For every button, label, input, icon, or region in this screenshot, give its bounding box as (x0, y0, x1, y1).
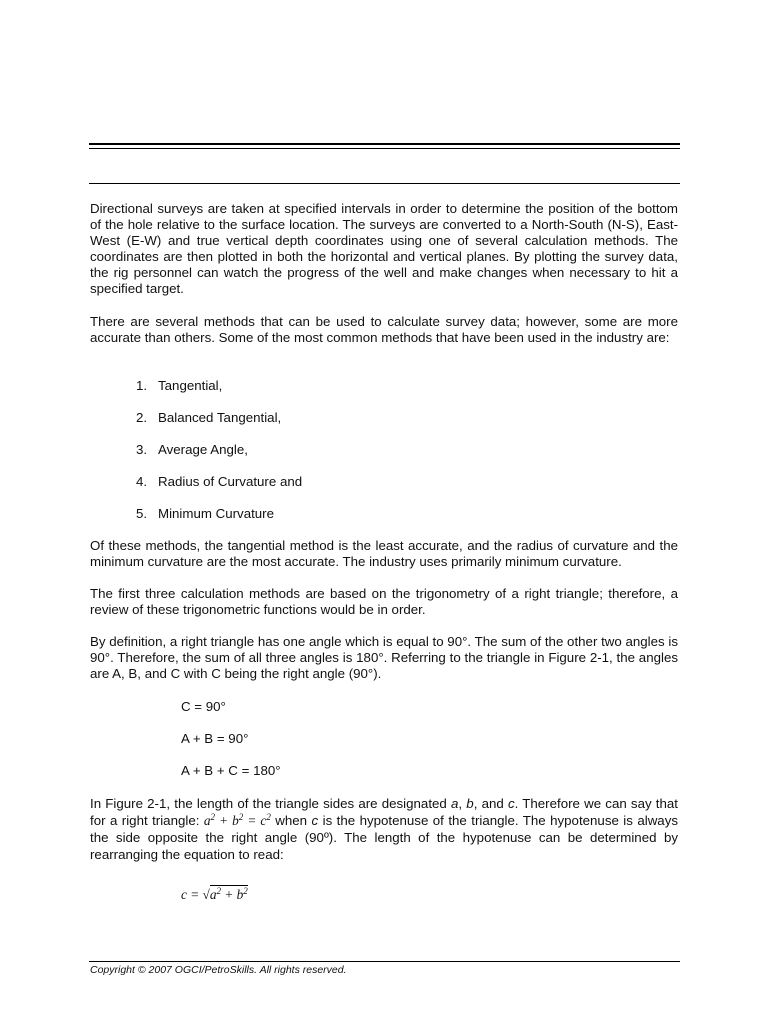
pythagorean-inline-equation: $a^2 + b^2 = c^2$ (203, 812, 271, 828)
paragraph-trigonometry: The first three calculation methods are based on the trigonometry of a right triangle; therefore, a review of these trigonometric functions would be in order. (90, 586, 678, 617)
paragraph-methods-intro: There are several methods that can be used to calculate survey data; however, some are more accurate than others. Some of the most common methods that have been used in the industry are: (90, 314, 678, 345)
copyright-footer: Copyright © 2007 OGCI/PetroSkills. All rights reserved. (90, 964, 347, 976)
list-item-label: Minimum Curvature (158, 506, 275, 521)
list-item (136, 378, 222, 394)
list-item (136, 410, 281, 426)
header-rule-bottom (89, 148, 680, 149)
equation-c: C = 90° (181, 699, 226, 714)
header-rule-top (89, 143, 680, 145)
list-item-label: Average Angle, (158, 442, 248, 457)
list-item-number: 1. (136, 378, 148, 393)
paragraph-accuracy: Of these methods, the tangential method is the least accurate, and the radius of curvature and the minimum curvature are the most accurate. The industry uses primarily minimum curvature. (90, 538, 678, 569)
square-root-icon: √ (202, 887, 210, 902)
list-item-label: Tangential, (158, 378, 223, 393)
list-item-label: Balanced Tangential, (158, 410, 282, 425)
list-item (136, 442, 248, 458)
radicand: $a^2 + b^2$ (209, 886, 248, 902)
list-item-number: 4. (136, 474, 148, 489)
paragraph-right-triangle: By definition, a right triangle has one angle which is equal to 90°. The sum of the other two angles is 90°. Therefore, the sum of all three angles is 180°. Referring to the triangle in Figure 2-1, the angles are A, B, and C with C being the right angle (90°). (90, 634, 678, 681)
list-item (136, 474, 302, 490)
equation-sum: A + B + C = 180° (181, 763, 281, 778)
section-rule (89, 183, 680, 184)
equation-a-plus-b: A + B = 90° (181, 731, 249, 746)
list-item-number: 5. (136, 506, 148, 521)
list-item-number: 2. (136, 410, 148, 425)
paragraph-intro: Directional surveys are taken at specified intervals in order to determine the position of the bottom of the hole relative to the surface location. The surveys are converted to a North-South (N-S), East-West (E-W) and true vertical depth coordinates using one of several calculation methods. The coordinates are then plotted in both the horizontal and vertical planes. By plotting the survey data, the rig personnel can watch the progress of the well and make changes when necessary to hit a specified target. (90, 201, 678, 296)
paragraph-hypotenuse: In Figure 2-1, the length of the triangle sides are designated a, b, and c. Therefore we can say that for a right triangle: $a^2 + b^2 = c^2$ when c is the hypotenuse of the triangle. The hypotenuse is always the side opposite the right angle (90º). The length of the hypotenuse can be determined by rearranging the equation to read: (90, 796, 678, 862)
footer-rule (89, 961, 680, 962)
list-item-label: Radius of Curvature and (158, 474, 303, 489)
list-item (136, 506, 274, 522)
list-item-number: 3. (136, 442, 148, 457)
hypotenuse-equation: $c = √a^2 + b^2$ (181, 886, 248, 902)
